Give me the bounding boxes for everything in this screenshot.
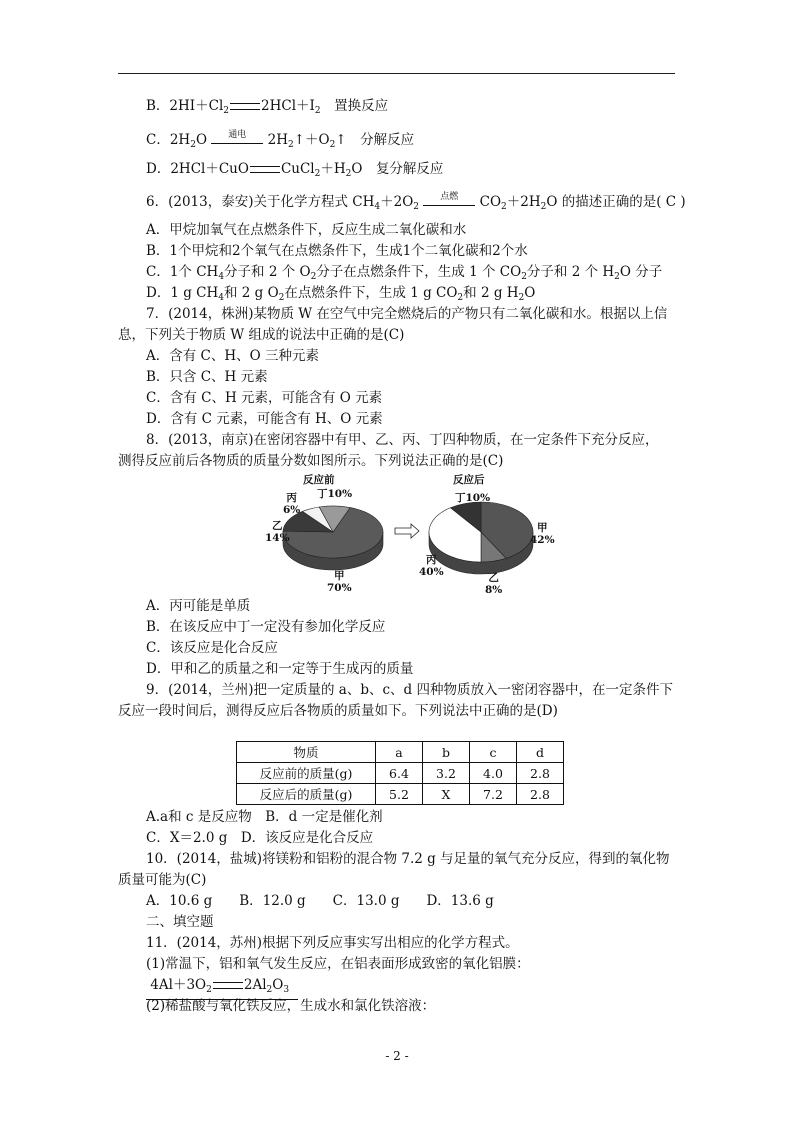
- q10-stem-line2: 质量可能为(C): [118, 872, 207, 888]
- table-cell: X: [423, 784, 470, 805]
- q10-options: A．10.6 g B．12.0 g C．13.0 g D．13.6 g: [146, 893, 494, 909]
- q8-option-a: A．丙可能是单质: [146, 598, 251, 614]
- q9-stem-line2: 反应一段时间后，测得反应后各物质的质量如下。下列说法中正确的是(D): [118, 703, 558, 719]
- table-cell: 7.2: [470, 784, 517, 805]
- q7-option-b: B．只含 C、H 元素: [146, 369, 268, 385]
- table-header: c: [470, 742, 517, 763]
- ignite-arrow: 点燃: [423, 196, 475, 210]
- section-heading: 二、填空题: [146, 914, 214, 930]
- page-number: - 2 -: [385, 1049, 409, 1063]
- pie-before-yi: 乙 14%: [265, 520, 290, 544]
- q7-stem-line1: 7．(2014，株洲)某物质 W 在空气中完全燃烧后的产物只有二氧化碳和水。根据以上信: [146, 306, 668, 322]
- q9-options-line1: A.a和 c 是反应物 B．d 一定是催化剂: [146, 809, 383, 825]
- pie-after-yi: 乙 8%: [485, 572, 503, 596]
- q6-option-a: A．甲烷加氧气在点燃条件下，反应生成二氧化碳和水: [146, 222, 467, 238]
- table-row: [237, 763, 564, 784]
- header-rule: [118, 73, 675, 74]
- q5-option-c: C．$2H_2O$ 通电 $2H_2↑+O_2↑$ 分解反应: [146, 129, 415, 150]
- table-row: [237, 784, 564, 805]
- table-cell: 3.2: [423, 763, 470, 784]
- pie-before-title: 反应前: [303, 474, 335, 486]
- pie-before-ding: 丁10%: [317, 488, 353, 500]
- table-cell: 反应前的质量(g): [237, 763, 376, 784]
- table-header: a: [376, 742, 423, 763]
- q8-pie-charts: [255, 474, 575, 594]
- q6-option-d: D．1 g $CH_4$和 2 g $O_2$在点燃条件下，生成 1 g $CO_2$和 2 g $H_2O$: [146, 285, 536, 303]
- q6-option-c: C．1个 $CH_4$分子和 2 个 $O_2$分子在点燃条件下，生成 1 个 $CO_2$分子和 2 个 $H_2O$ 分子: [146, 264, 663, 282]
- q6-option-b: B．1个甲烷和2个氧气在点燃条件下，生成1个二氧化碳和2个水: [146, 243, 528, 259]
- table-cell: 2.8: [517, 784, 564, 805]
- table-cell: 6.4: [376, 763, 423, 784]
- table-header: b: [423, 742, 470, 763]
- q7-stem-line2: 息，下列关于物质 W 组成的说法中正确的是(C): [118, 327, 405, 343]
- q11-part1: (1)常温下，铝和氧气发生反应，在铝表面形成致密的氧化铝膜：: [146, 956, 530, 972]
- q6-stem: 6．(2013，泰安)关于化学方程式 $CH_4+2O_2$ 点燃 $CO_2+2H_2O$ 的描述正确的是( C ): [146, 191, 686, 212]
- pie-after-title: 反应后: [453, 474, 485, 486]
- table-cell: 2.8: [517, 763, 564, 784]
- q9-stem-line1: 9．(2014，兰州)把一定质量的 a、b、c、d 四种物质放入一密闭容器中，在一定条件下: [146, 682, 673, 698]
- q8-option-c: C．该反应是化合反应: [146, 640, 278, 656]
- q7-option-c: C．含有 C、H 元素，可能含有 O 元素: [146, 390, 383, 406]
- table-cell: 4.0: [470, 763, 517, 784]
- table-header: 物质: [237, 742, 376, 763]
- table-header-row: [237, 742, 564, 763]
- q11-stem: 11．(2014，苏州)根据下列反应事实写出相应的化学方程式。: [146, 935, 519, 951]
- q7-option-d: D．含有 C 元素，可能含有 H、O 元素: [146, 411, 383, 427]
- q8-stem-line2: 测得反应前后各物质的质量分数如图所示。下列说法正确的是(C): [118, 453, 504, 469]
- q10-stem-line1: 10．(2014，盐城)将镁粉和铝粉的混合物 7.2 g 与足量的氧气充分反应，得到的氧化物: [146, 851, 670, 867]
- q8-option-b: B．在该反应中丁一定没有参加化学反应: [146, 619, 386, 635]
- electrolysis-arrow: 通电: [211, 134, 263, 148]
- pie-after-ding: 丁10%: [455, 492, 491, 504]
- q5-option-d: D．2HCl＋CuO $CuCl_2+H_2O$ 复分解反应: [146, 161, 444, 179]
- table-header: d: [517, 742, 564, 763]
- q7-option-a: A．含有 C、H、O 三种元素: [146, 348, 320, 364]
- table-cell: 5.2: [376, 784, 423, 805]
- q9-mass-table: [236, 741, 564, 805]
- answer-line: $4Al+3O_2$ $2Al_2O_3$: [146, 976, 298, 1000]
- q9-options-line2: C．X＝2.0 g D．该反应是化合反应: [146, 830, 374, 846]
- pie-before-bing: 丙 6%: [283, 492, 301, 516]
- q8-option-d: D．甲和乙的质量之和一定等于生成丙的质量: [146, 661, 414, 677]
- q8-stem-line1: 8．(2013，南京)在密闭容器中有甲、乙、丙、丁四种物质，在一定条件下充分反应，: [146, 432, 659, 448]
- pie-after-jia: 甲 42%: [530, 522, 555, 546]
- table-cell: 反应后的质量(g): [237, 784, 376, 805]
- right-arrow-icon: [395, 524, 419, 538]
- pie-charts-svg: [255, 474, 575, 594]
- pie-before-jia: 甲 70%: [327, 570, 352, 594]
- pie-after-bing: 丙 40%: [419, 554, 444, 578]
- q11-part2: (2)稀盐酸与氧化铁反应，生成水和氯化铁溶液：: [146, 998, 436, 1014]
- q5-option-b: B．$2HI+Cl_2$ $2HCl+I_2$ 置换反应: [146, 98, 389, 116]
